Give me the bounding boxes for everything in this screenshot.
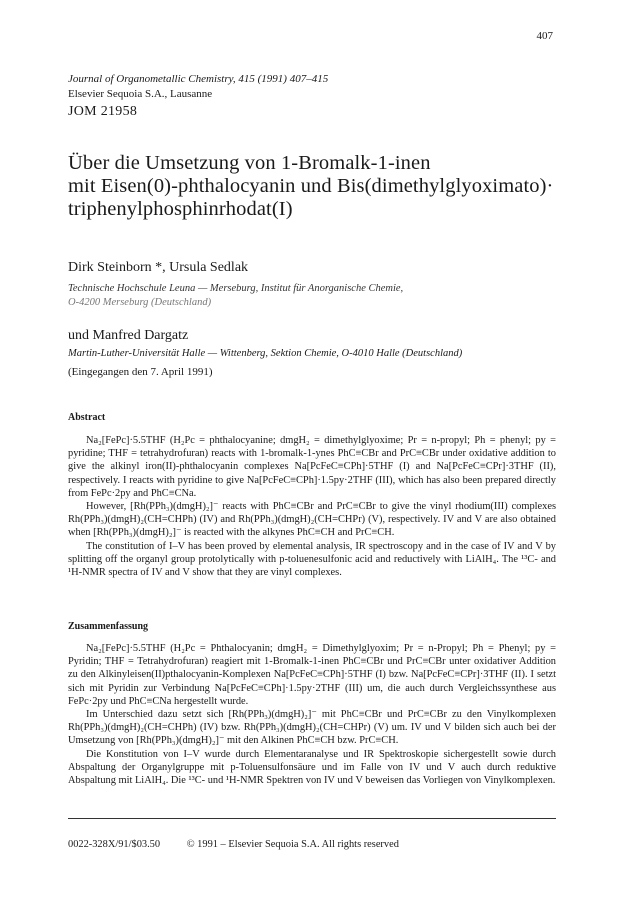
copyright-notice: © 1991 – Elsevier Sequoia S.A. All rights reserved — [186, 839, 399, 850]
zusammenfassung-paragraph: Na₂[FePc]·5.5THF (H₂Pc = Phthalocyanin; dmgH₂ = Dimethylglyoxim; Pr = n-Propyl; Ph = Phenyl; py = Pyridin; THF = Tetrahydrofuran) reagiert mit 1-Bromalk-1-inen PhC≡CBr und PrC≡CBr unter oxidativer Addition zu den Alkinyleisen(II)pthalocyanin-Komplexen Na[PcFeC≡CPh]·5THF (I) bzw. Na[PcFeC≡CPr]·3THF (II). I setzt sich mit Pyridin zur Verbindung Na[PcFeC≡CPh]·1.5py·2THF (III) um, die auch durch Vergleichssynthese aus FePc·2py und PhC≡CNa hergestellt wurde. — [68, 643, 556, 707]
affiliation-2: Martin-Luther-Universität Halle — Wittenberg, Sektion Chemie, O-4010 Halle (Deutschland) — [68, 348, 463, 359]
received-date: (Eingegangen den 7. April 1991) — [68, 366, 213, 378]
author-group-2: und Manfred Dargatz — [68, 328, 189, 343]
abstract-paragraph: However, [Rh(PPh₃)(dmgH)₂]⁻ reacts with PhC≡CBr and PrC≡CBr to give the vinyl rhodium(III) complexes Rh(PPh₃)(dmgH)₂(CH=CHPh) (IV) and Rh(PPh₃)(dmgH)₂(CH=CHPr) (V), respectively. IV and V are also obtained when [Rh(PPh₃)(dmgH)₂]⁻ is reacted with the alkynes PhC≡CH and PrC≡CH. — [68, 501, 556, 539]
footer — [68, 839, 556, 850]
abstract-paragraph: Na₂[FePc]·5.5THF (H₂Pc = phthalocyanine; dmgH₂ = dimethylglyoxime; Pr = n-propyl; Ph = phenyl; py = pyridine; THF = tetrahydrofuran) reacts with 1-bromalk-1-ynes PhC≡CBr and PrC≡CBr under oxidative addition to give the alkinyl iron(II)-phthalocyanin complexes Na[PcFeC≡CPh]·5THF (I) and Na[PcFeC≡CPr]·3THF (II), respectively. I reacts with pyridine to give Na[PcFeC≡CPh]·1.5py·2THF (III), which has also been prepared directly from FePc·2py and PhC≡CNa. — [68, 435, 556, 499]
abstract-paragraph: The constitution of I–V has been proved by elemental analysis, IR spectroscopy and in the case of IV and V by splitting off the organyl group protolytically with p-toluenesulfonic acid and reductively with LiAlH₄. The ¹³C- and ¹H-NMR spectra of IV and V show that they are vinyl complexes. — [68, 540, 556, 579]
abstract-heading: Abstract — [68, 412, 106, 423]
jom-number: JOM 21958 — [68, 104, 138, 119]
journal-line: Journal of Organometallic Chemistry, 415 (1991) 407–415 — [68, 73, 329, 85]
footer-divider — [68, 818, 556, 819]
title-line-1: Über die Umsetzung von 1-Bromalk-1-inen — [68, 152, 431, 174]
paper-title — [68, 152, 568, 221]
journal-citation — [68, 72, 328, 102]
zusammenfassung-body — [68, 642, 556, 787]
affiliation-1-line-1: Technische Hochschule Leuna — Merseburg, Institut für Anorganische Chemie, — [68, 283, 404, 294]
zusammenfassung-heading: Zusammenfassung — [68, 621, 149, 632]
zusammenfassung-paragraph: Die Konstitution von I–V wurde durch Elementaranalyse und IR Spektroskopie sichergestellt sowie durch Abspaltung der Organylgruppe mit p-Toluensulfonsäure und im Falle von IV und V auch durch reduktive Abspaltung mit LiAlH₄. Die ¹³C- und ¹H-NMR Spektren von IV und V beweisen das Vorliegen von Vinylkomplexen. — [68, 748, 556, 787]
page-number: 407 — [536, 30, 553, 42]
abstract-body — [68, 434, 556, 579]
title-line-2: mit Eisen(0)-phthalocyanin und Bis(dimethylglyoximato)· — [68, 175, 554, 197]
title-line-3: triphenylphosphinrhodat(I) — [68, 198, 293, 220]
author-group-1: Dirk Steinborn *, Ursula Sedlak — [68, 260, 249, 275]
publisher-line: Elsevier Sequoia S.A., Lausanne — [68, 88, 213, 100]
affiliation-1 — [68, 282, 403, 310]
zusammenfassung-paragraph: Im Unterschied dazu setzt sich [Rh(PPh₃)(dmgH)₂]⁻ mit PhC≡CBr und PrC≡CBr zu den Vinylkomplexen Rh(PPh₃)(dmgH)₂(CH=CHPh) (IV) bzw. Rh(PPh₃)(dmgH)₂(CH=CHPr) (V) um. IV und V bilden sich auch bei der Umsetzung von [Rh(PPh₃)(dmgH)₂]⁻ mit den Alkinen PhC≡CH bzw. PrC≡CH. — [68, 709, 556, 747]
issn-price: 0022-328X/91/$03.50 — [68, 839, 161, 850]
affiliation-1-line-2: O-4200 Merseburg (Deutschland) — [68, 297, 212, 308]
